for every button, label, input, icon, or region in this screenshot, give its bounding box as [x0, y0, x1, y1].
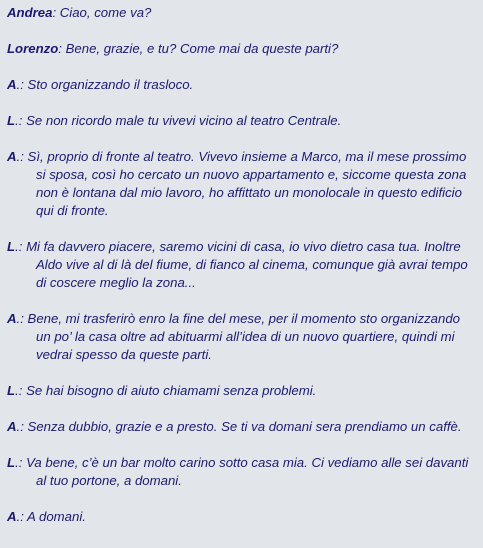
speaker-separator: .: [15, 113, 27, 128]
speaker-separator: .: [16, 149, 28, 164]
dialogue-text: Sto organizzando il trasloco. [27, 77, 194, 92]
speaker-separator: : [58, 41, 66, 56]
speaker-separator: .: [16, 509, 28, 524]
dialogue-line [7, 4, 475, 22]
speaker-name: Lorenzo [7, 41, 59, 56]
dialogue-line [7, 418, 475, 436]
speaker-separator: .: [15, 383, 27, 398]
speaker-name: A [7, 509, 17, 524]
dialogue-line [7, 148, 475, 220]
dialogue-line [7, 76, 475, 94]
speaker-name: A [7, 311, 17, 326]
speaker-separator: : [52, 5, 60, 20]
dialogue-text: A domani. [27, 509, 86, 524]
dialogue-text: Se hai bisogno di aiuto chiamami senza problemi. [26, 383, 317, 398]
dialogue-line [7, 454, 475, 490]
dialogue-text: Sì, proprio di fronte al teatro. Vivevo insieme a Marco, ma il mese prossimo si sposa, così ho cercato un nuovo appartamento e, siccome questa zona non è lontana dal mio lavoro, ho affittato un monolocale in questo edificio qui di fronte. [27, 149, 467, 218]
dialogue-text: Bene, grazie, e tu? Come mai da queste parti? [65, 41, 339, 56]
speaker-separator: .: [16, 419, 28, 434]
speaker-name: Andrea [7, 5, 53, 20]
dialogue-line [7, 508, 475, 526]
speaker-name: L [7, 455, 16, 470]
speaker-name: L [7, 239, 16, 254]
dialogue-text: Bene, mi trasferirò enro la fine del mese, per il momento sto organizzando un po’ la casa oltre ad abituarmi all’idea di un nuovo quartiere, quindi mi vedrai spesso da queste parti. [27, 311, 461, 362]
dialogue-line [7, 310, 475, 364]
speaker-name: A [7, 77, 17, 92]
speaker-name: A [7, 419, 17, 434]
speaker-separator: .: [15, 239, 27, 254]
dialogue-text: Ciao, come va? [59, 5, 152, 20]
speaker-separator: .: [16, 77, 28, 92]
dialogue-line [7, 238, 475, 292]
dialogue-line [7, 112, 475, 130]
dialogue-line [7, 40, 475, 58]
dialogue-text: Va bene, c’è un bar molto carino sotto casa mia. Ci vediamo alle sei davanti al tuo portone, a domani. [26, 455, 469, 488]
dialogue-text: Mi fa davvero piacere, saremo vicini di casa, io vivo dietro casa tua. Inoltre Aldo vive al di là del fiume, di fianco al cinema, comunque già avrai tempo di coscere meglio la zona... [26, 239, 468, 290]
speaker-separator: .: [16, 311, 28, 326]
speaker-separator: .: [15, 455, 27, 470]
dialogue-text: Senza dubbio, grazie e a presto. Se ti va domani sera prendiamo un caffè. [27, 419, 462, 434]
speaker-name: A [7, 149, 17, 164]
dialogue-text: Se non ricordo male tu vivevi vicino al teatro Centrale. [26, 113, 342, 128]
speaker-name: L [7, 383, 16, 398]
speaker-name: L [7, 113, 16, 128]
dialogue-line [7, 382, 475, 400]
